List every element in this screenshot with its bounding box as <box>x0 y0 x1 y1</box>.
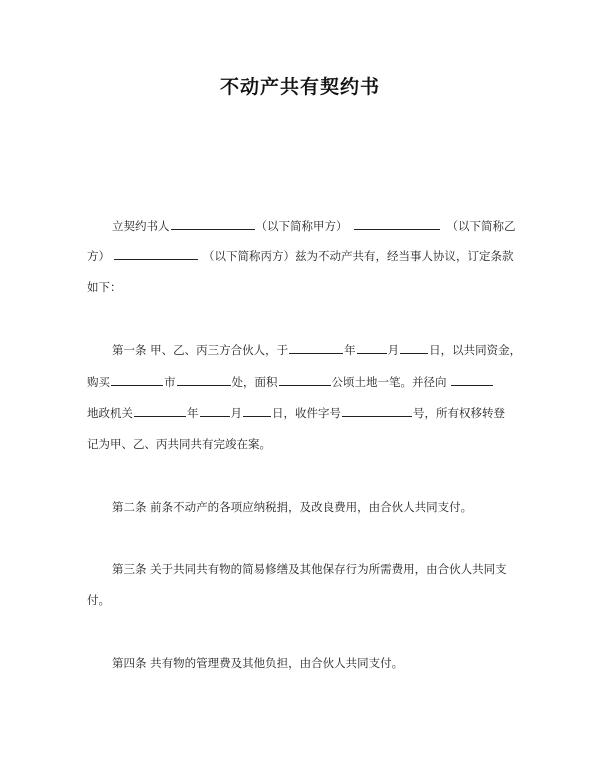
article-text: 第一条 甲、乙、丙三方合伙人，于 <box>112 343 289 357</box>
blank-year <box>289 342 343 354</box>
blank-city <box>111 374 163 386</box>
article-text: 年 <box>344 343 356 357</box>
intro-text: （以下简称乙 <box>446 219 516 233</box>
blank-month <box>200 405 230 417</box>
article-text: 日，收件字号 <box>272 406 341 420</box>
intro-line-2 <box>87 248 514 264</box>
blank-party-b <box>354 218 440 230</box>
blank-agency <box>451 374 493 386</box>
blank-month <box>357 342 387 354</box>
blank-day <box>400 342 428 354</box>
article-1-line-3 <box>87 405 505 421</box>
article-text: 地政机关 <box>87 406 133 420</box>
article-text: 市 <box>164 375 176 389</box>
article-text: 公顷土地一笔。并径向 <box>331 375 447 389</box>
intro-text: 立契约书人 <box>112 219 170 233</box>
article-text: 号，所有权移转登 <box>413 406 505 420</box>
article-1-line-2 <box>87 374 494 390</box>
intro-line-1 <box>112 218 516 234</box>
article-text: 日，以共同资金， <box>429 343 522 357</box>
intro-text: （以下简称甲方） <box>255 219 348 233</box>
intro-line-3: 如下： <box>87 280 122 294</box>
article-3-line-1: 第三条 关于共同共有物的简易修缮及其他保存行为所需费用，由合伙人共同支 <box>112 562 507 576</box>
article-4-line-1: 第四条 共有物的管理费及其他负担，由合伙人共同支付。 <box>112 656 404 670</box>
article-text: 月 <box>230 406 242 420</box>
blank-location <box>177 374 231 386</box>
blank-party-c <box>114 248 198 260</box>
intro-text: 方） <box>87 249 110 263</box>
article-2-line-1: 第二条 前条不动产的各项应纳税捐，及改良费用，由合伙人共同支付。 <box>112 500 473 514</box>
blank-year <box>134 405 186 417</box>
document-title: 不动产共有契约书 <box>219 76 380 98</box>
blank-party-a <box>171 218 255 230</box>
article-text: 年 <box>187 406 199 420</box>
article-text: 购买 <box>87 375 110 389</box>
blank-area <box>279 374 331 386</box>
article-1-line-4: 记为甲、乙、丙共同共有完竣在案。 <box>87 437 271 451</box>
article-3-line-2: 付。 <box>87 593 110 607</box>
article-1-line-1 <box>112 342 521 358</box>
article-text: 月 <box>387 343 400 357</box>
blank-receipt-number <box>342 405 412 417</box>
blank-day <box>243 405 271 417</box>
intro-text: （以下简称丙方）兹为不动产共有，经当事人协议，订定条款 <box>203 249 514 263</box>
article-text: 处，面积 <box>231 375 278 389</box>
